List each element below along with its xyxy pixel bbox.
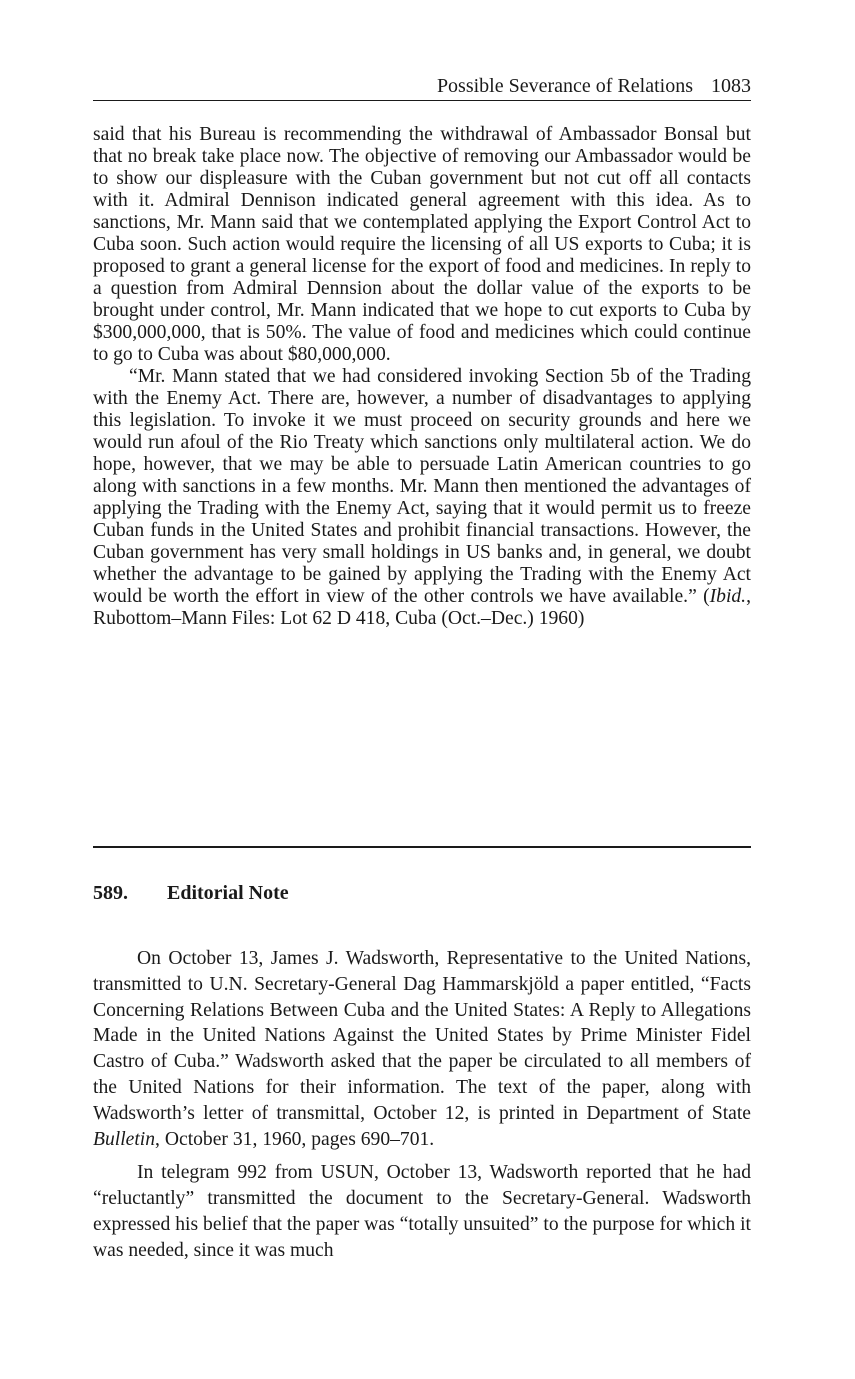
continued-note (93, 124, 751, 630)
document-number: 589. (93, 882, 128, 904)
running-head-title: Possible Severance of Relations (436, 75, 693, 97)
continued-paragraph-1: said that his Bureau is recommending the withdrawal of Ambassador Bonsal but that no break take place now. The objective of removing our Ambassador would be to show our displeasure with the Cuban government but not cut off all contacts with it. Admiral Dennison indicated general agreement with this idea. As to sanctions, Mr. Mann said that we contemplated applying the Export Control Act to Cuba soon. Such action would require the licensing of all US exports to Cuba; it is proposed to grant a general license for the export of food and medicines. In reply to a question from Admiral Dennsion about the dollar value of the exports to be brought under control, Mr. Mann indicated that we hope to cut exports to Cuba by $300,000,000, that is 50%. The value of food and medicines which could continue to go to Cuba was about $80,000,000. (93, 124, 751, 365)
ibid-reference: Ibid. (709, 586, 747, 607)
page-number: 1083 (711, 75, 751, 97)
editorial-paragraph-2: In telegram 992 from USUN, October 13, Wadsworth reported that he had “reluctantly” transmitted the document to the Secretary-General. Wadsworth expressed his belief that the paper was “totally unsuited” to the purpose for which it was needed, since it was much (93, 1162, 751, 1261)
document-heading (93, 880, 751, 906)
quoted-memo-text: “Mr. Mann stated that we had considered invoking Section 5b of the Trading with the Enemy Act. There are, however, a number of disadvantages to applying this legislation. To invoke it we must proceed on security grounds and here we would run afoul of the Rio Treaty which sanctions only multilateral action. We do hope, however, that we may be able to persuade Latin American countries to go along with sanctions in a few months. Mr. Mann then mentioned the advantages of applying the Trading with the Enemy Act, saying that it would permit us to freeze Cuban funds in the United States and prohibit financial transactions. However, the Cuban government has very small holdings in US banks and, in general, we doubt whether the advantage to be gained by applying the Trading with the Enemy Act would be worth the effort in view of the other controls we have available.” ( (93, 366, 751, 607)
editorial-note-body (93, 946, 751, 1264)
editorial-paragraph-1-text: On October 13, James J. Wadsworth, Representative to the United Nations, transmitted to U.N. Secretary-General Dag Hammarskjöld a paper entitled, “Facts Concerning Relations Between Cuba and the United States: A Reply to Allegations Made in the United Nations Against the United States by Prime Minister Fidel Castro of Cuba.” Wadsworth asked that the paper be circulated to all members of the United Nations for their information. The text of the paper, along with Wadsworth’s letter of transmittal, October 12, is printed in Department of State (93, 948, 751, 1124)
section-divider (93, 846, 751, 848)
bulletin-title: Bulletin (93, 1128, 156, 1150)
bulletin-citation: , October 31, 1960, pages 690–701. (155, 1128, 435, 1150)
document-title: Editorial Note (167, 882, 289, 904)
running-head (93, 74, 751, 101)
continued-paragraph-2 (93, 366, 751, 630)
file-citation: , Rubottom–Mann Files: Lot 62 D 418, Cuba (Oct.–Dec.) 1960) (93, 586, 751, 629)
editorial-paragraph-1 (93, 946, 751, 1152)
